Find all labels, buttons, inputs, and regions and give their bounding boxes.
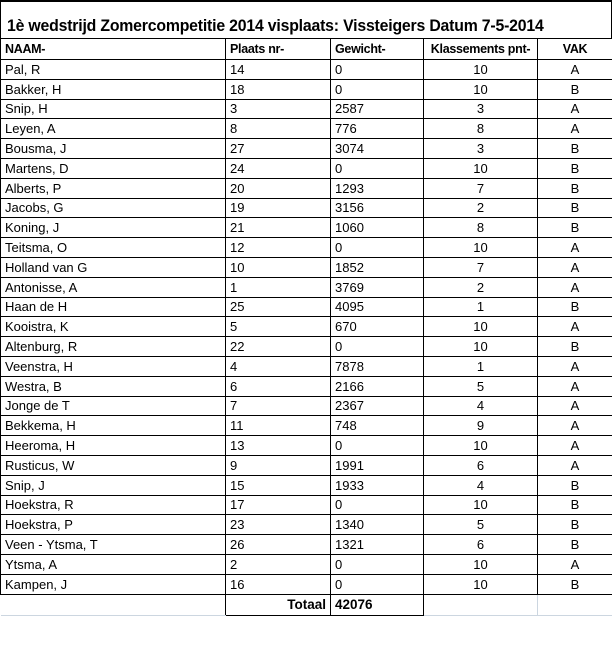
cell-plaats-nr[interactable]: 21 bbox=[226, 218, 331, 238]
table-row bbox=[1, 99, 612, 119]
cell-vak[interactable]: B bbox=[538, 139, 612, 159]
cell-naam[interactable]: Veen - Ytsma, T bbox=[1, 535, 226, 555]
table-row bbox=[1, 495, 612, 515]
cell-naam[interactable]: Holland van G bbox=[1, 257, 226, 277]
cell-naam[interactable]: Teitsma, O bbox=[1, 238, 226, 258]
table-row bbox=[1, 416, 612, 436]
table-row bbox=[1, 574, 612, 594]
cell-gewicht[interactable]: 1933 bbox=[331, 475, 424, 495]
cell-plaats-nr[interactable]: 8 bbox=[226, 119, 331, 139]
cell-plaats-nr[interactable]: 22 bbox=[226, 337, 331, 357]
cell-klassements-pnt[interactable]: 10 bbox=[424, 238, 538, 258]
cell-naam[interactable]: Hoekstra, R bbox=[1, 495, 226, 515]
cell-klassements-pnt[interactable]: 2 bbox=[424, 198, 538, 218]
cell-naam[interactable]: Martens, D bbox=[1, 158, 226, 178]
cell-klassements-pnt[interactable]: 6 bbox=[424, 535, 538, 555]
cell-klassements-pnt[interactable]: 7 bbox=[424, 257, 538, 277]
cell-naam[interactable]: Altenburg, R bbox=[1, 337, 226, 357]
cell-vak[interactable]: A bbox=[538, 238, 612, 258]
total-row bbox=[1, 594, 612, 615]
cell-klassements-pnt[interactable]: 1 bbox=[424, 297, 538, 317]
cell-vak[interactable]: B bbox=[538, 158, 612, 178]
table-row bbox=[1, 178, 612, 198]
results-table bbox=[0, 38, 612, 616]
table-row bbox=[1, 535, 612, 555]
cell-klassements-pnt[interactable]: 6 bbox=[424, 455, 538, 475]
cell-naam[interactable]: Haan de H bbox=[1, 297, 226, 317]
cell-gewicht[interactable]: 2166 bbox=[331, 376, 424, 396]
cell-vak[interactable]: A bbox=[538, 356, 612, 376]
table-row bbox=[1, 376, 612, 396]
cell-plaats-nr[interactable]: 24 bbox=[226, 158, 331, 178]
table-row bbox=[1, 436, 612, 456]
cell-vak[interactable]: B bbox=[538, 79, 612, 99]
cell-naam[interactable]: Jonge de T bbox=[1, 396, 226, 416]
title-cell[interactable] bbox=[0, 0, 612, 38]
cell-gewicht[interactable]: 776 bbox=[331, 119, 424, 139]
cell-plaats-nr[interactable]: 13 bbox=[226, 436, 331, 456]
cell-naam[interactable]: Pal, R bbox=[1, 60, 226, 80]
cell-naam[interactable]: Snip, H bbox=[1, 99, 226, 119]
cell-gewicht[interactable]: 0 bbox=[331, 436, 424, 456]
column-header-naam[interactable]: NAAM- bbox=[1, 39, 226, 60]
table-row bbox=[1, 277, 612, 297]
table-row bbox=[1, 396, 612, 416]
cell-gewicht[interactable]: 0 bbox=[331, 337, 424, 357]
cell-klassements-pnt[interactable]: 5 bbox=[424, 515, 538, 535]
cell-plaats-nr[interactable]: 27 bbox=[226, 139, 331, 159]
cell-klassements-pnt[interactable]: 4 bbox=[424, 396, 538, 416]
cell-plaats-nr[interactable]: 6 bbox=[226, 376, 331, 396]
cell-vak[interactable]: A bbox=[538, 376, 612, 396]
cell-naam[interactable]: Koning, J bbox=[1, 218, 226, 238]
cell-gewicht[interactable]: 670 bbox=[331, 317, 424, 337]
table-row bbox=[1, 218, 612, 238]
cell-plaats-nr[interactable]: 4 bbox=[226, 356, 331, 376]
cell-klassements-pnt[interactable]: 1 bbox=[424, 356, 538, 376]
cell-klassements-pnt[interactable]: 4 bbox=[424, 475, 538, 495]
cell-klassements-pnt[interactable]: 10 bbox=[424, 436, 538, 456]
cell-vak[interactable]: B bbox=[538, 178, 612, 198]
cell-gewicht[interactable]: 0 bbox=[331, 79, 424, 99]
cell-naam[interactable]: Ytsma, A bbox=[1, 554, 226, 574]
cell-klassements-pnt[interactable]: 10 bbox=[424, 317, 538, 337]
cell-vak[interactable]: A bbox=[538, 416, 612, 436]
table-row bbox=[1, 119, 612, 139]
cell-gewicht[interactable]: 1991 bbox=[331, 455, 424, 475]
total-value-cell[interactable]: 42076 bbox=[331, 594, 424, 615]
table-row bbox=[1, 475, 612, 495]
cell-naam[interactable]: Bousma, J bbox=[1, 139, 226, 159]
column-header-plaats-nr[interactable]: Plaats nr- bbox=[226, 39, 331, 60]
cell-vak[interactable]: B bbox=[538, 218, 612, 238]
cell-vak[interactable]: B bbox=[538, 297, 612, 317]
cell-vak[interactable]: A bbox=[538, 257, 612, 277]
cell-vak[interactable]: A bbox=[538, 396, 612, 416]
cell-plaats-nr[interactable]: 17 bbox=[226, 495, 331, 515]
cell-vak[interactable]: B bbox=[538, 495, 612, 515]
cell-plaats-nr[interactable]: 10 bbox=[226, 257, 331, 277]
cell-gewicht[interactable]: 0 bbox=[331, 60, 424, 80]
cell-naam[interactable]: Bakker, H bbox=[1, 79, 226, 99]
cell-klassements-pnt[interactable]: 10 bbox=[424, 158, 538, 178]
cell-plaats-nr[interactable]: 12 bbox=[226, 238, 331, 258]
cell-gewicht[interactable]: 7878 bbox=[331, 356, 424, 376]
cell-gewicht[interactable]: 1060 bbox=[331, 218, 424, 238]
cell-plaats-nr[interactable]: 18 bbox=[226, 79, 331, 99]
cell-gewicht[interactable]: 748 bbox=[331, 416, 424, 436]
cell-plaats-nr[interactable]: 7 bbox=[226, 396, 331, 416]
cell-gewicht[interactable]: 3769 bbox=[331, 277, 424, 297]
cell-gewicht[interactable]: 1340 bbox=[331, 515, 424, 535]
cell-naam[interactable]: Alberts, P bbox=[1, 178, 226, 198]
cell-klassements-pnt[interactable]: 10 bbox=[424, 337, 538, 357]
cell-gewicht[interactable]: 0 bbox=[331, 158, 424, 178]
cell-naam[interactable]: Rusticus, W bbox=[1, 455, 226, 475]
cell-klassements-pnt[interactable]: 10 bbox=[424, 554, 538, 574]
table-row bbox=[1, 356, 612, 376]
cell-gewicht[interactable]: 3074 bbox=[331, 139, 424, 159]
cell-gewicht[interactable]: 4095 bbox=[331, 297, 424, 317]
table-row bbox=[1, 60, 612, 80]
cell-naam[interactable]: Kooistra, K bbox=[1, 317, 226, 337]
cell-plaats-nr[interactable]: 11 bbox=[226, 416, 331, 436]
cell-gewicht[interactable]: 0 bbox=[331, 574, 424, 594]
cell-vak[interactable]: A bbox=[538, 455, 612, 475]
cell-vak[interactable]: B bbox=[538, 337, 612, 357]
footer-empty-naam-cell[interactable] bbox=[1, 594, 226, 615]
cell-naam[interactable]: Snip, J bbox=[1, 475, 226, 495]
cell-gewicht[interactable]: 1321 bbox=[331, 535, 424, 555]
cell-vak[interactable]: B bbox=[538, 198, 612, 218]
table-row bbox=[1, 238, 612, 258]
cell-gewicht[interactable]: 1852 bbox=[331, 257, 424, 277]
cell-vak[interactable]: A bbox=[538, 554, 612, 574]
table-row bbox=[1, 198, 612, 218]
table-row bbox=[1, 79, 612, 99]
table-row bbox=[1, 554, 612, 574]
cell-klassements-pnt[interactable]: 10 bbox=[424, 574, 538, 594]
cell-vak[interactable]: A bbox=[538, 317, 612, 337]
cell-naam[interactable]: Westra, B bbox=[1, 376, 226, 396]
cell-gewicht[interactable]: 2587 bbox=[331, 99, 424, 119]
column-header-gewicht[interactable]: Gewicht- bbox=[331, 39, 424, 60]
header-row bbox=[1, 39, 612, 60]
cell-gewicht[interactable]: 0 bbox=[331, 554, 424, 574]
cell-gewicht[interactable]: 3156 bbox=[331, 198, 424, 218]
cell-vak[interactable]: A bbox=[538, 119, 612, 139]
cell-vak[interactable]: A bbox=[538, 99, 612, 119]
cell-klassements-pnt[interactable]: 3 bbox=[424, 99, 538, 119]
cell-plaats-nr[interactable]: 15 bbox=[226, 475, 331, 495]
cell-vak[interactable]: B bbox=[538, 574, 612, 594]
cell-naam[interactable]: Veenstra, H bbox=[1, 356, 226, 376]
cell-gewicht[interactable]: 2367 bbox=[331, 396, 424, 416]
cell-gewicht[interactable]: 0 bbox=[331, 495, 424, 515]
cell-plaats-nr[interactable]: 5 bbox=[226, 317, 331, 337]
cell-plaats-nr[interactable]: 25 bbox=[226, 297, 331, 317]
cell-vak[interactable]: B bbox=[538, 475, 612, 495]
table-row bbox=[1, 455, 612, 475]
cell-naam[interactable]: Heeroma, H bbox=[1, 436, 226, 456]
cell-vak[interactable]: B bbox=[538, 535, 612, 555]
cell-plaats-nr[interactable]: 16 bbox=[226, 574, 331, 594]
cell-klassements-pnt[interactable]: 10 bbox=[424, 495, 538, 515]
cell-plaats-nr[interactable]: 26 bbox=[226, 535, 331, 555]
cell-plaats-nr[interactable]: 14 bbox=[226, 60, 331, 80]
total-label-cell[interactable]: Totaal bbox=[226, 594, 331, 615]
table-row bbox=[1, 515, 612, 535]
sheet-title: 1è wedstrijd Zomercompetitie 2014 visplaats: Vissteigers Datum 7-5-2014 bbox=[7, 16, 544, 35]
footer-empty-vak-cell[interactable] bbox=[538, 594, 612, 615]
column-header-klassements-pnt[interactable]: Klassements pnt- bbox=[424, 39, 538, 60]
footer-empty-punten-cell[interactable] bbox=[424, 594, 538, 615]
cell-klassements-pnt[interactable]: 7 bbox=[424, 178, 538, 198]
cell-klassements-pnt[interactable]: 5 bbox=[424, 376, 538, 396]
table-row bbox=[1, 297, 612, 317]
cell-klassements-pnt[interactable]: 8 bbox=[424, 218, 538, 238]
cell-plaats-nr[interactable]: 20 bbox=[226, 178, 331, 198]
cell-naam[interactable]: Leyen, A bbox=[1, 119, 226, 139]
cell-plaats-nr[interactable]: 3 bbox=[226, 99, 331, 119]
cell-gewicht[interactable]: 1293 bbox=[331, 178, 424, 198]
cell-plaats-nr[interactable]: 23 bbox=[226, 515, 331, 535]
column-header-vak[interactable]: VAK bbox=[538, 39, 612, 60]
cell-naam[interactable]: Jacobs, G bbox=[1, 198, 226, 218]
cell-klassements-pnt[interactable]: 9 bbox=[424, 416, 538, 436]
cell-plaats-nr[interactable]: 19 bbox=[226, 198, 331, 218]
cell-vak[interactable]: A bbox=[538, 277, 612, 297]
cell-klassements-pnt[interactable]: 8 bbox=[424, 119, 538, 139]
table-row bbox=[1, 139, 612, 159]
cell-klassements-pnt[interactable]: 10 bbox=[424, 79, 538, 99]
cell-klassements-pnt[interactable]: 2 bbox=[424, 277, 538, 297]
table-row bbox=[1, 158, 612, 178]
table-row bbox=[1, 337, 612, 357]
cell-klassements-pnt[interactable]: 10 bbox=[424, 60, 538, 80]
cell-plaats-nr[interactable]: 9 bbox=[226, 455, 331, 475]
cell-naam[interactable]: Kampen, J bbox=[1, 574, 226, 594]
cell-plaats-nr[interactable]: 2 bbox=[226, 554, 331, 574]
table-row bbox=[1, 317, 612, 337]
cell-naam[interactable]: Bekkema, H bbox=[1, 416, 226, 436]
table-row bbox=[1, 257, 612, 277]
cell-gewicht[interactable]: 0 bbox=[331, 238, 424, 258]
cell-naam[interactable]: Hoekstra, P bbox=[1, 515, 226, 535]
cell-vak[interactable]: A bbox=[538, 436, 612, 456]
cell-vak[interactable]: B bbox=[538, 515, 612, 535]
cell-vak[interactable]: A bbox=[538, 60, 612, 80]
cell-klassements-pnt[interactable]: 3 bbox=[424, 139, 538, 159]
cell-plaats-nr[interactable]: 1 bbox=[226, 277, 331, 297]
cell-naam[interactable]: Antonisse, A bbox=[1, 277, 226, 297]
